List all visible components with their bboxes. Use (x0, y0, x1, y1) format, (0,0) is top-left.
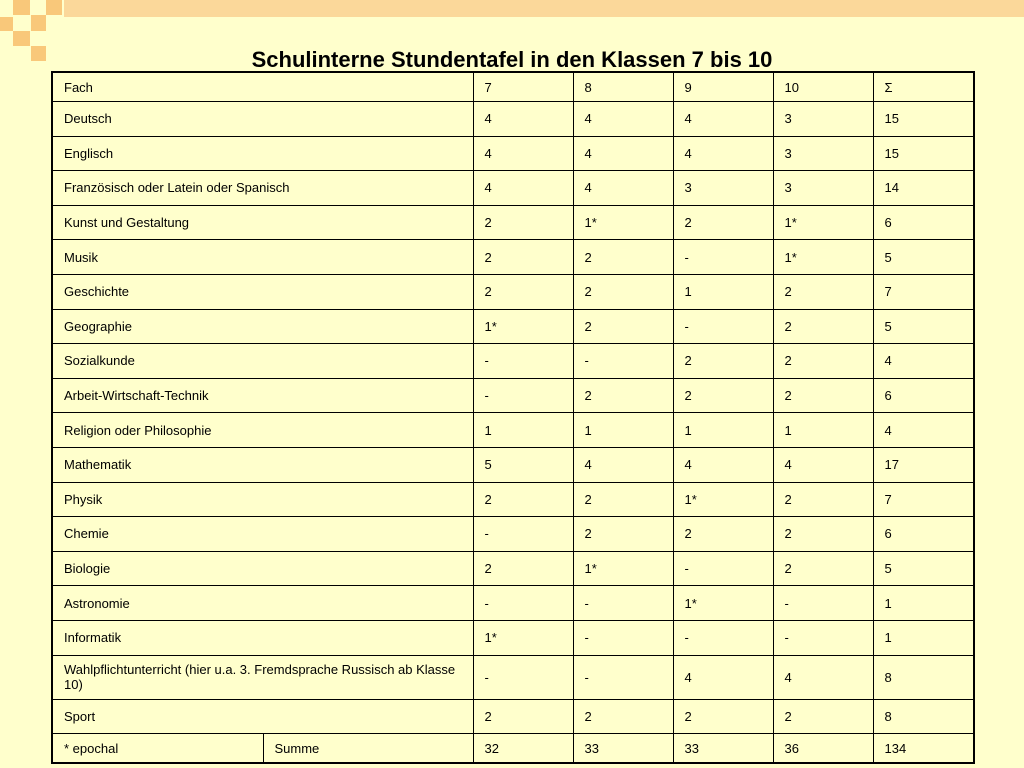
cell-klasse-10: 2 (773, 517, 873, 552)
cell-klasse-9: - (673, 240, 773, 275)
table-row (52, 344, 974, 379)
cell-fach: Kunst und Gestaltung (52, 205, 473, 240)
cell-klasse-9: 2 (673, 699, 773, 734)
table-header-row (52, 72, 974, 102)
cell-klasse-9: 2 (673, 344, 773, 379)
table-row (52, 136, 974, 171)
cell-klasse-8: - (573, 344, 673, 379)
cell-klasse-7: 1* (473, 309, 573, 344)
cell-klasse-9: - (673, 309, 773, 344)
page-title: Schulinterne Stundentafel in den Klassen 7 bis 10 (251, 47, 773, 72)
cell-klasse-8: 2 (573, 482, 673, 517)
cell-klasse-9: 3 (673, 171, 773, 206)
cell-klasse-10: 2 (773, 274, 873, 309)
cell-klasse-10: 3 (773, 136, 873, 171)
cell-klasse-9: - (673, 620, 773, 655)
cell-klasse-10: - (773, 620, 873, 655)
cell-summe: 6 (873, 517, 974, 552)
cell-klasse-10: 2 (773, 482, 873, 517)
cell-summe: 7 (873, 482, 974, 517)
header-klasse-8: 8 (573, 72, 673, 102)
cell-summe: 5 (873, 309, 974, 344)
summe-label: Summe (263, 734, 473, 764)
decor-square (0, 17, 13, 31)
cell-klasse-10: - (773, 586, 873, 621)
decor-square (13, 31, 30, 46)
decor-square (31, 15, 46, 31)
cell-summe: 5 (873, 551, 974, 586)
decor-square (46, 0, 62, 15)
table-row (52, 517, 974, 552)
decor-square (13, 0, 30, 15)
cell-klasse-8: 1 (573, 413, 673, 448)
cell-klasse-10: 1 (773, 413, 873, 448)
cell-klasse-10: 3 (773, 171, 873, 206)
summe-klasse-9: 33 (673, 734, 773, 764)
cell-klasse-8: - (573, 655, 673, 699)
cell-summe: 14 (873, 171, 974, 206)
cell-summe: 8 (873, 655, 974, 699)
cell-fach: Mathematik (52, 447, 473, 482)
header-summe: Σ (873, 72, 974, 102)
cell-summe: 17 (873, 447, 974, 482)
cell-klasse-7: 4 (473, 171, 573, 206)
header-fach: Fach (52, 72, 473, 102)
cell-klasse-8: 4 (573, 171, 673, 206)
cell-klasse-7: - (473, 517, 573, 552)
table-row (52, 551, 974, 586)
cell-klasse-8: 2 (573, 274, 673, 309)
cell-klasse-7: 2 (473, 240, 573, 275)
table-row (52, 699, 974, 734)
cell-klasse-10: 2 (773, 344, 873, 379)
cell-klasse-8: 4 (573, 136, 673, 171)
header-klasse-9: 9 (673, 72, 773, 102)
cell-summe: 5 (873, 240, 974, 275)
table-row (52, 482, 974, 517)
cell-summe: 1 (873, 620, 974, 655)
cell-klasse-7: 4 (473, 102, 573, 137)
table-row (52, 171, 974, 206)
cell-klasse-9: 1* (673, 586, 773, 621)
table-row (52, 205, 974, 240)
cell-summe: 4 (873, 344, 974, 379)
cell-klasse-8: 2 (573, 240, 673, 275)
cell-klasse-8: 2 (573, 699, 673, 734)
cell-summe: 8 (873, 699, 974, 734)
cell-klasse-8: 4 (573, 447, 673, 482)
table-row (52, 586, 974, 621)
table-row (52, 102, 974, 137)
cell-klasse-9: 4 (673, 655, 773, 699)
cell-fach: Sozialkunde (52, 344, 473, 379)
cell-fach: Geographie (52, 309, 473, 344)
cell-fach: Astronomie (52, 586, 473, 621)
cell-klasse-8: 2 (573, 309, 673, 344)
cell-klasse-8: 2 (573, 378, 673, 413)
cell-fach: Physik (52, 482, 473, 517)
stundentafel-table (51, 71, 975, 764)
cell-klasse-7: - (473, 655, 573, 699)
summe-summe: 134 (873, 734, 974, 764)
cell-fach: Informatik (52, 620, 473, 655)
header-klasse-10: 10 (773, 72, 873, 102)
cell-klasse-10: 2 (773, 309, 873, 344)
cell-klasse-7: 2 (473, 551, 573, 586)
cell-fach: Religion oder Philosophie (52, 413, 473, 448)
cell-klasse-7: 2 (473, 205, 573, 240)
cell-klasse-9: 2 (673, 378, 773, 413)
cell-summe: 15 (873, 136, 974, 171)
cell-klasse-10: 2 (773, 551, 873, 586)
cell-fach: Französisch oder Latein oder Spanisch (52, 171, 473, 206)
cell-klasse-7: - (473, 344, 573, 379)
table-row (52, 309, 974, 344)
cell-fach: Sport (52, 699, 473, 734)
cell-klasse-9: 2 (673, 517, 773, 552)
cell-klasse-9: - (673, 551, 773, 586)
cell-klasse-7: 5 (473, 447, 573, 482)
cell-klasse-7: - (473, 586, 573, 621)
cell-klasse-8: 1* (573, 205, 673, 240)
cell-summe: 15 (873, 102, 974, 137)
cell-klasse-9: 1 (673, 413, 773, 448)
footnote-epochal: * epochal (52, 734, 263, 764)
cell-klasse-10: 2 (773, 699, 873, 734)
cell-klasse-7: 1 (473, 413, 573, 448)
table-row (52, 447, 974, 482)
cell-fach: Geschichte (52, 274, 473, 309)
cell-klasse-7: 1* (473, 620, 573, 655)
table-footer-row (52, 734, 974, 764)
cell-klasse-7: 2 (473, 699, 573, 734)
cell-fach: Englisch (52, 136, 473, 171)
summe-klasse-8: 33 (573, 734, 673, 764)
cell-summe: 7 (873, 274, 974, 309)
table-row (52, 378, 974, 413)
cell-klasse-9: 4 (673, 447, 773, 482)
cell-klasse-9: 4 (673, 102, 773, 137)
cell-klasse-10: 1* (773, 240, 873, 275)
table-row (52, 413, 974, 448)
cell-klasse-10: 3 (773, 102, 873, 137)
cell-summe: 4 (873, 413, 974, 448)
cell-klasse-10: 4 (773, 655, 873, 699)
cell-fach: Arbeit-Wirtschaft-Technik (52, 378, 473, 413)
cell-summe: 6 (873, 378, 974, 413)
table-row (52, 620, 974, 655)
cell-klasse-8: 4 (573, 102, 673, 137)
cell-summe: 6 (873, 205, 974, 240)
summe-klasse-10: 36 (773, 734, 873, 764)
cell-klasse-8: - (573, 620, 673, 655)
cell-fach: Musik (52, 240, 473, 275)
cell-klasse-7: - (473, 378, 573, 413)
cell-klasse-8: - (573, 586, 673, 621)
header-klasse-7: 7 (473, 72, 573, 102)
cell-fach: Chemie (52, 517, 473, 552)
cell-fach: Deutsch (52, 102, 473, 137)
cell-klasse-8: 1* (573, 551, 673, 586)
table-row (52, 240, 974, 275)
cell-summe: 1 (873, 586, 974, 621)
cell-klasse-10: 4 (773, 447, 873, 482)
cell-klasse-9: 2 (673, 205, 773, 240)
cell-klasse-7: 4 (473, 136, 573, 171)
cell-klasse-8: 2 (573, 517, 673, 552)
summe-klasse-7: 32 (473, 734, 573, 764)
cell-klasse-10: 2 (773, 378, 873, 413)
cell-fach: Biologie (52, 551, 473, 586)
cell-klasse-7: 2 (473, 274, 573, 309)
cell-klasse-7: 2 (473, 482, 573, 517)
cell-fach: Wahlpflichtunterricht (hier u.a. 3. Fremdsprache Russisch ab Klasse 10) (52, 655, 473, 699)
table-row (52, 274, 974, 309)
table-row (52, 655, 974, 699)
cell-klasse-9: 4 (673, 136, 773, 171)
decor-top-bar (64, 0, 1024, 17)
cell-klasse-9: 1 (673, 274, 773, 309)
cell-klasse-10: 1* (773, 205, 873, 240)
cell-klasse-9: 1* (673, 482, 773, 517)
